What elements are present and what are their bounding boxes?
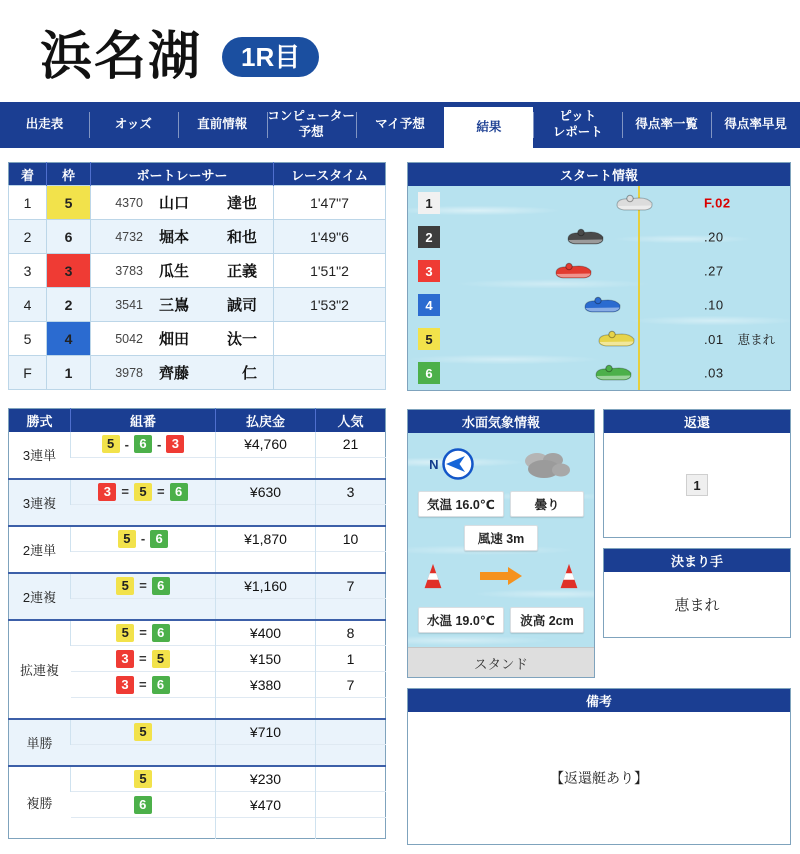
lane-badge: 6 <box>134 796 152 814</box>
popularity-rank: 21 <box>316 432 386 458</box>
combo-separator: = <box>138 651 147 667</box>
sky-condition-label: 曇り <box>510 491 584 517</box>
racer-reg-no: 4732 <box>115 229 143 244</box>
racer-surname: 山口 <box>159 195 190 212</box>
lane-badge: 5 <box>116 577 134 595</box>
wind-direction-arrow-icon <box>478 565 524 587</box>
tab-entry-list[interactable]: 出走表 <box>25 117 64 132</box>
left-column <box>8 162 385 845</box>
empty-cell <box>316 458 386 479</box>
combo-cell <box>71 573 216 599</box>
start-row <box>408 356 790 390</box>
lane-badge: 3 <box>116 676 134 694</box>
payout-row <box>9 432 386 458</box>
lane-badge: 6 <box>152 676 170 694</box>
payout-row <box>9 573 386 599</box>
payout-row <box>9 526 386 552</box>
bet-type-label: 3連複 <box>9 479 71 526</box>
combo-separator: = <box>138 677 147 693</box>
compass-n-label: N <box>429 456 439 472</box>
lane-number: 2 <box>47 288 91 322</box>
result-row <box>9 220 386 254</box>
tab-result[interactable]: 結果 <box>444 107 533 148</box>
payout-row <box>9 620 386 646</box>
lane-badge: 5 <box>134 770 152 788</box>
start-timing-value: .03 <box>704 365 724 381</box>
racer-given-name: 達也 <box>226 195 257 212</box>
kimarite-title: 決まり手 <box>604 549 790 572</box>
start-row <box>408 288 790 322</box>
right-column <box>407 162 791 845</box>
racer-cell <box>91 288 274 322</box>
bet-type-label: 2連複 <box>9 573 71 620</box>
stand-label: スタンド <box>408 647 594 677</box>
lane-number: 6 <box>47 220 91 254</box>
buoy-icon <box>558 562 580 590</box>
payout-amount: ¥630 <box>216 479 316 505</box>
combo-separator: = <box>157 484 165 500</box>
weather-panel <box>407 409 595 678</box>
lane-badge: 3 <box>166 435 184 453</box>
lane-badge: 5 <box>152 650 170 668</box>
racer-given-name: 汰一 <box>226 331 257 348</box>
wind-direction-compass <box>429 447 474 481</box>
finish-place: 2 <box>9 220 47 254</box>
payout-amount: ¥470 <box>216 792 316 818</box>
start-info-panel <box>407 162 791 391</box>
payout-amount: ¥1,160 <box>216 573 316 599</box>
start-timing-value: .01 <box>704 331 724 347</box>
race-nav <box>0 102 800 148</box>
cloudy-icon <box>517 447 573 481</box>
combo-cell <box>71 792 216 818</box>
payout-amount: ¥1,870 <box>216 526 316 552</box>
race-number-badge: 1R目 <box>222 37 319 77</box>
race-time <box>274 322 386 356</box>
compass-icon <box>441 447 475 481</box>
lane-badge: 4 <box>418 294 440 316</box>
boat-icon <box>565 226 605 248</box>
result-row <box>9 254 386 288</box>
racer-surname: 瓜生 <box>159 263 190 280</box>
racer-surname: 堀本 <box>159 229 190 246</box>
result-row <box>9 356 386 390</box>
wind-speed-label: 風速 3m <box>464 525 538 551</box>
results-column-header: レースタイム <box>274 163 386 186</box>
empty-cell <box>316 505 386 526</box>
empty-cell <box>216 698 316 719</box>
tab-pit-report[interactable]: ピット レポート <box>533 102 622 148</box>
water-temperature-label: 水温 19.0℃ <box>418 607 504 633</box>
tab-score-rate-quick[interactable]: 得点率早見 <box>711 102 800 148</box>
payout-column-header: 人気 <box>316 409 386 432</box>
empty-cell <box>216 745 316 766</box>
race-time: 1'47"7 <box>274 186 386 220</box>
payout-column-header: 勝式 <box>9 409 71 432</box>
lane-badge: 5 <box>102 435 120 453</box>
weather-title: 水面気象情報 <box>408 410 594 433</box>
empty-cell <box>316 552 386 573</box>
result-row <box>9 186 386 220</box>
venue-title: 浜名湖 <box>40 28 203 86</box>
lane-badge: 6 <box>152 624 170 642</box>
lane-badge: 5 <box>418 328 440 350</box>
lane-badge: 6 <box>134 435 152 453</box>
popularity-rank <box>316 766 386 792</box>
combo-separator: = <box>139 625 147 641</box>
right-grid <box>407 409 791 678</box>
kimarite-value: 恵まれ <box>674 597 720 614</box>
start-info-body <box>408 186 790 390</box>
racer-surname: 三嶌 <box>159 297 190 314</box>
start-note: 恵まれ <box>737 333 776 347</box>
empty-cell <box>316 745 386 766</box>
racer-cell <box>91 254 274 288</box>
remarks-value: 【返還艇あり】 <box>550 770 648 786</box>
result-row <box>9 288 386 322</box>
lane-badge: 2 <box>418 226 440 248</box>
tab-score-rate-list[interactable]: 得点率一覧 <box>622 102 711 148</box>
boat-icon <box>553 260 593 282</box>
combo-cell <box>71 766 216 792</box>
lane-badge: 5 <box>116 624 134 642</box>
popularity-rank: 7 <box>316 672 386 698</box>
boat-icon <box>596 328 636 350</box>
combo-separator: - <box>157 436 162 452</box>
tab-computer-yosou[interactable]: コンピューター 予想 <box>267 102 356 148</box>
results-column-header: 枠 <box>47 163 91 186</box>
racer-cell <box>91 356 274 390</box>
race-time: 1'53"2 <box>274 288 386 322</box>
start-info-title: スタート情報 <box>408 163 790 186</box>
lane-badge: 5 <box>134 723 152 741</box>
finish-place: 5 <box>9 322 47 356</box>
combo-cell <box>71 646 216 672</box>
payout-row <box>9 479 386 505</box>
combo-cell <box>71 526 216 552</box>
refund-title: 返還 <box>604 410 790 433</box>
weather-body <box>408 433 594 677</box>
tab-pre-race-info[interactable]: 直前情報 <box>178 102 267 148</box>
air-temperature-label: 気温 16.0℃ <box>418 491 504 517</box>
combo-separator: = <box>121 484 129 500</box>
lane-badge: 6 <box>170 483 188 501</box>
combo-separator: - <box>124 436 129 452</box>
payout-amount: ¥150 <box>216 646 316 672</box>
right-stack <box>603 409 791 678</box>
finish-place: 1 <box>9 186 47 220</box>
empty-cell <box>216 458 316 479</box>
payout-column-header: 払戻金 <box>216 409 316 432</box>
empty-cell <box>71 745 216 766</box>
racer-given-name: 誠司 <box>226 297 257 314</box>
empty-cell <box>216 818 316 839</box>
payout-row <box>9 766 386 792</box>
result-row <box>9 322 386 356</box>
racer-reg-no: 5042 <box>115 331 143 346</box>
tab-my-yosou[interactable]: マイ予想 <box>356 102 445 148</box>
lane-number: 3 <box>47 254 91 288</box>
empty-cell <box>71 505 216 526</box>
empty-cell <box>316 698 386 719</box>
buoy-icon <box>422 562 444 590</box>
popularity-rank: 8 <box>316 620 386 646</box>
empty-cell <box>216 552 316 573</box>
empty-cell <box>71 458 216 479</box>
start-row <box>408 186 790 220</box>
empty-cell <box>216 505 316 526</box>
combo-cell <box>71 479 216 505</box>
lane-badge: 3 <box>98 483 116 501</box>
remarks-title: 備考 <box>408 689 790 712</box>
wave-height-label: 波高 2cm <box>510 607 584 633</box>
bet-type-label: 複勝 <box>9 766 71 839</box>
bet-type-label: 拡連複 <box>9 620 71 719</box>
racer-cell <box>91 186 274 220</box>
combo-cell <box>71 672 216 698</box>
racer-given-name: 正義 <box>226 263 257 280</box>
refund-panel <box>603 409 791 538</box>
remarks-panel <box>407 688 791 845</box>
lane-badge: 6 <box>150 530 168 548</box>
kimarite-panel <box>603 548 791 638</box>
popularity-rank: 10 <box>316 526 386 552</box>
finish-place: F <box>9 356 47 390</box>
refund-lane-badge: 1 <box>686 474 708 496</box>
racer-cell <box>91 220 274 254</box>
start-timing-value: .27 <box>704 263 724 279</box>
racer-reg-no: 3783 <box>115 263 143 278</box>
payout-amount: ¥710 <box>216 719 316 745</box>
combo-cell <box>71 620 216 646</box>
racer-given-name: 仁 <box>241 365 257 382</box>
payout-amount: ¥380 <box>216 672 316 698</box>
tab-odds[interactable]: オッズ <box>89 102 178 148</box>
popularity-rank: 7 <box>316 573 386 599</box>
boat-icon <box>614 192 654 214</box>
empty-cell <box>316 818 386 839</box>
race-time <box>274 356 386 390</box>
racer-reg-no: 3978 <box>115 365 143 380</box>
lane-badge: 1 <box>418 192 440 214</box>
start-row <box>408 322 790 356</box>
popularity-rank: 3 <box>316 479 386 505</box>
boat-icon <box>593 362 633 384</box>
racer-given-name: 和也 <box>226 229 257 246</box>
racer-surname: 齊藤 <box>159 365 190 382</box>
payout-table <box>8 408 386 839</box>
popularity-rank <box>316 792 386 818</box>
bet-type-label: 単勝 <box>9 719 71 766</box>
popularity-rank <box>316 719 386 745</box>
lane-badge: 5 <box>118 530 136 548</box>
refund-body <box>604 433 790 537</box>
lane-badge: 3 <box>418 260 440 282</box>
results-table <box>8 162 386 390</box>
empty-cell <box>71 818 216 839</box>
race-time: 1'51"2 <box>274 254 386 288</box>
empty-cell <box>71 599 216 620</box>
lane-badge: 6 <box>418 362 440 384</box>
start-row <box>408 254 790 288</box>
combo-cell <box>71 719 216 745</box>
boat-icon <box>582 294 622 316</box>
lane-badge: 5 <box>134 483 152 501</box>
finish-place: 4 <box>9 288 47 322</box>
payout-amount: ¥230 <box>216 766 316 792</box>
combo-cell <box>71 432 216 458</box>
site-header <box>40 24 800 90</box>
lane-number: 4 <box>47 322 91 356</box>
start-timing-value: .10 <box>704 297 724 313</box>
payout-row <box>9 719 386 745</box>
racer-reg-no: 3541 <box>115 297 143 312</box>
bet-type-label: 3連単 <box>9 432 71 479</box>
racer-reg-no: 4370 <box>115 195 143 210</box>
results-column-header: ボートレーサー <box>91 163 274 186</box>
empty-cell <box>316 599 386 620</box>
lane-number: 1 <box>47 356 91 390</box>
popularity-rank: 1 <box>316 646 386 672</box>
combo-separator: = <box>139 578 147 594</box>
race-time: 1'49"6 <box>274 220 386 254</box>
lane-badge: 3 <box>116 650 134 668</box>
bet-type-label: 2連単 <box>9 526 71 573</box>
combo-separator: - <box>140 531 146 547</box>
start-timing-value: .20 <box>704 229 724 245</box>
payout-amount: ¥400 <box>216 620 316 646</box>
racer-cell <box>91 322 274 356</box>
payout-column-header: 組番 <box>71 409 216 432</box>
empty-cell <box>71 552 216 573</box>
empty-cell <box>216 599 316 620</box>
lane-number: 5 <box>47 186 91 220</box>
results-column-header: 着 <box>9 163 47 186</box>
start-row <box>408 220 790 254</box>
finish-place: 3 <box>9 254 47 288</box>
lane-badge: 6 <box>152 577 170 595</box>
start-timing-value: F.02 <box>704 195 731 211</box>
payout-amount: ¥4,760 <box>216 432 316 458</box>
empty-cell <box>71 698 216 719</box>
main-content <box>0 148 800 845</box>
racer-surname: 畑田 <box>159 331 190 348</box>
